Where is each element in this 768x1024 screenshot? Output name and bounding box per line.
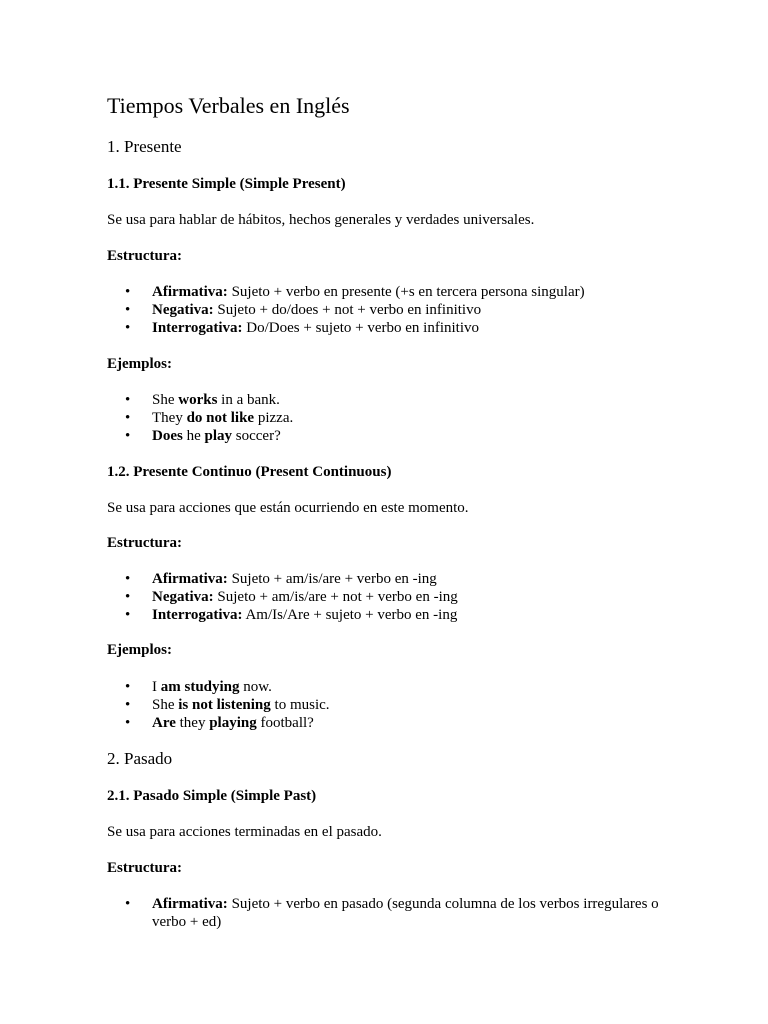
example-text: Does he play soccer? bbox=[152, 428, 281, 444]
bullet-icon: • bbox=[125, 896, 131, 912]
example-text: They do not like pizza. bbox=[152, 410, 294, 426]
label-estructura: Estructura: bbox=[107, 248, 182, 264]
paragraph-pasado-simple-intro: Se usa para acciones terminadas en el pasado. bbox=[107, 824, 382, 840]
list-item-text: Negativa: Sujeto + am/is/are + not + verbo en -ing bbox=[152, 589, 458, 605]
example-text: I am studying now. bbox=[152, 679, 272, 695]
list-item-text: Interrogativa: Do/Does + sujeto + verbo en infinitivo bbox=[152, 320, 480, 336]
section-heading-presente: 1. Presente bbox=[107, 137, 182, 156]
label-estructura: Estructura: bbox=[107, 535, 182, 551]
bullet-icon: • bbox=[125, 571, 131, 587]
label-ejemplos: Ejemplos: bbox=[107, 356, 172, 372]
bullet-icon: • bbox=[125, 320, 131, 336]
document-title: Tiempos Verbales en Inglés bbox=[107, 93, 350, 118]
bullet-icon: • bbox=[125, 284, 131, 300]
paragraph-presente-simple-intro: Se usa para hablar de hábitos, hechos generales y verdades universales. bbox=[107, 212, 535, 228]
subsection-heading-pasado-simple: 2.1. Pasado Simple (Simple Past) bbox=[107, 788, 317, 804]
example-text: She works in a bank. bbox=[152, 392, 280, 408]
subsection-heading-presente-continuo: 1.2. Presente Continuo (Present Continuous) bbox=[107, 464, 392, 480]
bullet-icon: • bbox=[125, 589, 131, 605]
label-ejemplos: Ejemplos: bbox=[107, 642, 172, 658]
list-item-text: Interrogativa: Am/Is/Are + sujeto + verbo en -ing bbox=[152, 607, 458, 623]
bullet-icon: • bbox=[125, 410, 131, 426]
label-estructura: Estructura: bbox=[107, 860, 182, 876]
bullet-icon: • bbox=[125, 697, 131, 713]
list-item-text: Afirmativa: Sujeto + verbo en presente (+s en tercera persona singular) bbox=[152, 284, 585, 300]
list-item-text: Afirmativa: Sujeto + verbo en pasado (segunda columna de los verbos irregulares o verbo + ed) bbox=[152, 896, 659, 930]
bullet-icon: • bbox=[125, 715, 131, 731]
paragraph-presente-continuo-intro: Se usa para acciones que están ocurriendo en este momento. bbox=[107, 500, 469, 516]
bullet-icon: • bbox=[125, 302, 131, 318]
bullet-icon: • bbox=[125, 679, 131, 695]
list-item-text: Negativa: Sujeto + do/does + not + verbo en infinitivo bbox=[152, 302, 482, 318]
bullet-icon: • bbox=[125, 392, 131, 408]
example-text: Are they playing football? bbox=[152, 715, 314, 731]
section-heading-pasado: 2. Pasado bbox=[107, 749, 173, 768]
bullet-icon: • bbox=[125, 428, 131, 444]
bullet-icon: • bbox=[125, 607, 131, 623]
example-text: She is not listening to music. bbox=[152, 697, 330, 713]
subsection-heading-presente-simple: 1.1. Presente Simple (Simple Present) bbox=[107, 176, 346, 192]
list-item-text: Afirmativa: Sujeto + am/is/are + verbo en -ing bbox=[152, 571, 437, 587]
